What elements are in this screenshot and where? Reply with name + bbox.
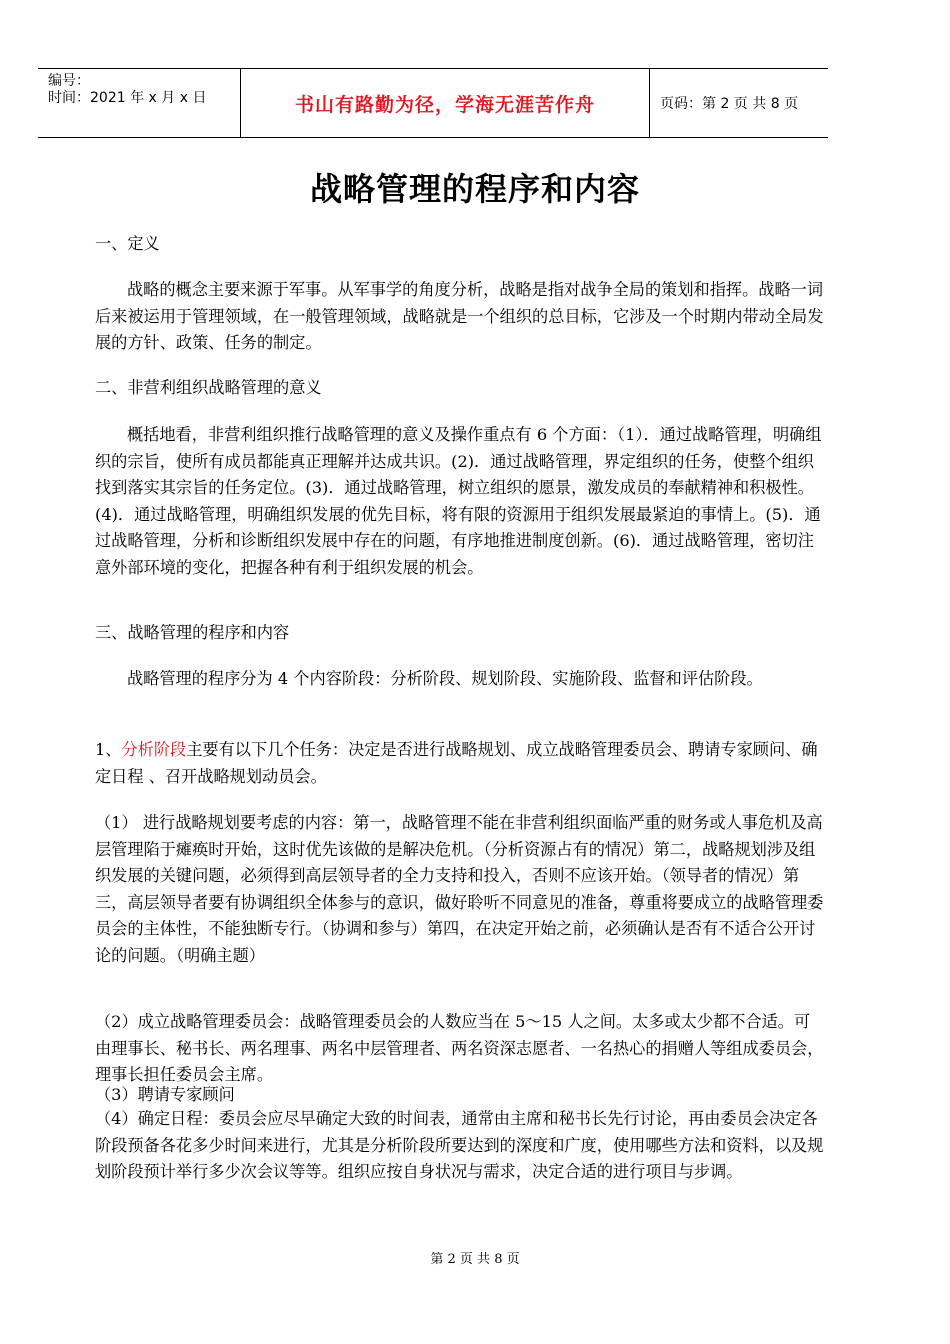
section-2-paragraph: 概括地看，非营利组织推行战略管理的意义及操作重点有 6 个方面：（1）．通过战略管理，明确组织的宗旨，使所有成员都能真正理解并达成共识。(2)．通过战略管理，界定组织的任务，使整个组织找到落实其宗旨的任务定位。(3)．通过战略管理，树立组织的愿景，激发成员的奉献精神和积极性。(4)．通过战略管理，明确组织发展的优先目标，将有限的资源用于组织发展最紧迫的事情上。(5)．通过战略管理，分析和诊断组织发展中存在的问题，有序地推进制度创新。(6)．通过战略管理，密切注意外部环境的变化，把握各种有利于组织发展的机会。: [95, 425, 822, 577]
section-3-item-2: （2）成立战略管理委员会：战略管理委员会的人数应当在 5～15 人之间。太多或太少都不合适。可由理事长、秘书长、两名理事、两名中层管理者、两名资深志愿者、一名热心的捐赠人等组成委员会，理事长担任委员会主席。: [95, 1012, 824, 1084]
analysis-text: 主要有以下几个任务：决定是否进行战略规划、成立战略管理委员会、聘请专家顾问、确定日程 、召开战略规划动员会。: [95, 740, 818, 786]
section-3-heading: 三、战略管理的程序和内容: [95, 623, 290, 642]
section-2-heading: 二、非营利组织战略管理的意义: [95, 378, 322, 397]
section-1-paragraph: 战略的概念主要来源于军事。从军事学的角度分析，战略是指对战争全局的策划和指挥。战略一词后来被运用于管理领域，在一般管理领域，战略就是一个组织的总目标，它涉及一个时期内带动全局发展的方针、政策、任务的制定。: [95, 280, 824, 352]
section-3-item-1: （1） 进行战略规划要考虑的内容：第一，战略管理不能在非营利组织面临严重的财务或人事危机及高层管理陷于瘫痪时开始，这时优先该做的是解决危机。（分析资源占有的情况）第二，战略规划涉及组织发展的关键问题，必须得到高层领导者的全力支持和投入，否则不应该开始。（领导者的情况）第三，高层领导者要有协调组织全体参与的意识，做好聆听不同意见的准备，尊重将要成立的战略管理委员会的主体性，不能独断专行。（协调和参与）第四，在决定开始之前，必须确认是否有不适合公开讨论的问题。（明确主题）: [95, 813, 824, 965]
page-footer: 第 2 页 共 8 页: [430, 1252, 520, 1267]
analysis-stage-highlight: 分析阶段: [121, 740, 187, 759]
header-motto: 书山有路勤为径，学海无涯苦作舟: [240, 69, 650, 137]
header-left-cell: [38, 69, 240, 137]
section-3-item-3: （3）聘请专家顾问: [95, 1085, 235, 1104]
section-3-paragraph-analysis: [95, 737, 825, 790]
section-1-heading: 一、定义: [95, 234, 160, 253]
document-number: 编号：: [48, 73, 90, 89]
analysis-prefix: 1、: [95, 740, 122, 759]
section-3-item-4: （4）确定日程：委员会应尽早确定大致的时间表，通常由主席和秘书长先行讨论，再由委员会决定各阶段预备各花多少时间来进行，尤其是分析阶段所要达到的深度和广度，使用哪些方法和资料，以及规划阶段预计举行多少次会议等等。组织应按自身状况与需求，决定合适的进行项目与步调。: [95, 1109, 824, 1181]
header-table: [38, 68, 828, 138]
header-page-number: 页码：第 2 页 共 8 页: [660, 96, 799, 112]
document-title: 战略管理的程序和内容: [309, 170, 640, 208]
document-time: 时间：2021 年 x 月 x 日: [48, 90, 207, 106]
section-3-paragraph-intro: 战略管理的程序分为 4 个内容阶段：分析阶段、规划阶段、实施阶段、监督和评估阶段。: [127, 669, 763, 688]
